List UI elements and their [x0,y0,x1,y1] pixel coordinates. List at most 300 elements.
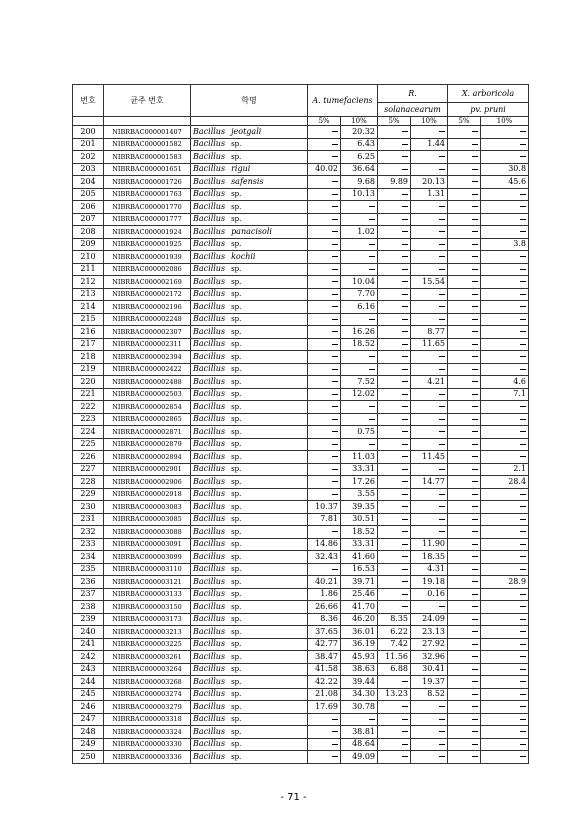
value-cell-empty [481,326,529,339]
value-cell-empty [448,676,481,689]
dash-mark [402,231,408,232]
value-cell-empty [411,438,448,451]
genus: Bacillus [193,289,226,299]
dash-mark [332,381,338,382]
value-cell-empty [411,701,448,714]
value-cell-empty [448,188,481,201]
row-number: 226 [73,451,104,464]
dash-mark [520,519,526,520]
strain-number: NIBRBAC000001726 [104,176,191,189]
value-cell-empty [378,188,411,201]
value-cell-empty [378,738,411,751]
header-conc-5: 5% [448,117,481,126]
value-cell-empty [308,188,341,201]
value-cell-empty [448,751,481,764]
dash-mark [520,531,526,532]
value-cell-empty [448,301,481,314]
value-cell-empty [448,563,481,576]
value-cell-empty [481,288,529,301]
genus: Bacillus [193,739,226,749]
dash-mark [472,656,478,657]
value-cell-empty [341,713,378,726]
species: sp. [231,602,242,611]
value-cell-empty [378,451,411,464]
value-cell-empty [448,288,481,301]
strain-number: NIBRBAC000001651 [104,163,191,176]
value-cell-empty [448,426,481,439]
value-cell-empty [411,426,448,439]
value-cell-empty [378,538,411,551]
genus: Bacillus [193,176,226,186]
scientific-name [191,438,308,451]
row-number: 219 [73,363,104,376]
dash-mark [472,131,478,132]
scientific-name [191,138,308,151]
dash-mark [332,206,338,207]
row-number: 225 [73,438,104,451]
value-cell: 26.66 [308,601,341,614]
table-row [73,713,529,726]
scientific-name [191,426,308,439]
value-cell: 38.47 [308,651,341,664]
header-strain-no: 균주 번호 [104,85,191,117]
value-cell-empty [448,276,481,289]
dash-mark [439,256,445,257]
value-cell-empty [448,501,481,514]
dash-mark [402,594,408,595]
scientific-name [191,626,308,639]
dash-mark [520,406,526,407]
dash-mark [402,131,408,132]
value-cell-empty [481,363,529,376]
value-cell: 14.86 [308,538,341,551]
table-row [73,601,529,614]
value-cell-empty [341,351,378,364]
dash-mark [439,131,445,132]
strain-number: NIBRBAC000003336 [104,751,191,764]
scientific-name [191,476,308,489]
dash-mark [472,219,478,220]
dash-mark [402,444,408,445]
value-cell-empty [378,701,411,714]
scientific-name [191,251,308,264]
genus: Bacillus [193,689,226,699]
species: sp. [231,402,242,411]
row-number: 206 [73,201,104,214]
strain-number: NIBRBAC000002871 [104,426,191,439]
value-cell-empty [481,426,529,439]
value-cell-empty [448,513,481,526]
strain-number: NIBRBAC000002307 [104,326,191,339]
value-cell-empty [448,226,481,239]
dash-mark [520,494,526,495]
value-cell-empty [411,263,448,276]
dash-mark [520,644,526,645]
dash-mark [520,556,526,557]
row-number: 233 [73,538,104,551]
value-cell: 18.52 [341,526,378,539]
value-cell-empty [378,351,411,364]
dash-mark [472,644,478,645]
scientific-name [191,526,308,539]
value-cell: 10.13 [341,188,378,201]
value-cell-empty [341,363,378,376]
dash-mark [369,444,375,445]
dash-mark [402,681,408,682]
row-number: 221 [73,388,104,401]
species: jeotgali [231,126,262,136]
row-number: 210 [73,251,104,264]
value-cell-empty [308,251,341,264]
scientific-name [191,276,308,289]
dash-mark [332,256,338,257]
dash-mark [439,369,445,370]
value-cell-empty [448,201,481,214]
dash-mark [439,756,445,757]
row-number: 236 [73,576,104,589]
dash-mark [369,219,375,220]
value-cell-empty [411,713,448,726]
value-cell-empty [481,613,529,626]
dash-mark [332,244,338,245]
scientific-name [191,613,308,626]
dash-mark [472,281,478,282]
dash-mark [369,419,375,420]
value-cell: 4.21 [411,376,448,389]
scientific-name [191,601,308,614]
species: sp. [231,277,242,286]
header-spacer [191,117,308,126]
value-cell: 24.09 [411,613,448,626]
row-number: 227 [73,463,104,476]
table-row [73,676,529,689]
dash-mark [439,394,445,395]
value-cell-empty [378,238,411,251]
dash-mark [472,556,478,557]
strain-number: NIBRBAC000002906 [104,476,191,489]
value-cell-empty [308,313,341,326]
strain-number: NIBRBAC000002196 [104,301,191,314]
genus: Bacillus [193,139,226,149]
species: sp. [231,627,242,636]
species: panacisoli [231,226,272,236]
value-cell: 25.46 [341,588,378,601]
strain-number: NIBRBAC000003088 [104,526,191,539]
table-row [73,213,529,226]
value-cell-empty [411,151,448,164]
row-number: 231 [73,513,104,526]
species: sp. [231,140,242,149]
page-number: - 71 - [280,792,307,803]
dash-mark [332,469,338,470]
dash-mark [520,694,526,695]
value-cell: 39.71 [341,576,378,589]
value-cell-empty [308,413,341,426]
strain-number: NIBRBAC000001770 [104,201,191,214]
species: sp. [231,740,242,749]
dash-mark [332,306,338,307]
header-pathogen-r-solanacearum-line2 [378,103,448,117]
species: sp. [231,377,242,386]
dash-mark [402,294,408,295]
table-row [73,726,529,739]
dash-mark [369,269,375,270]
genus: Bacillus [193,451,226,461]
header-pathogen-r-solanacearum-line1 [378,85,448,103]
scientific-name [191,463,308,476]
dash-mark [402,344,408,345]
scientific-name [191,238,308,251]
species: sp. [231,702,242,711]
species: sp. [231,540,242,549]
scientific-name [191,213,308,226]
table-row [73,126,529,139]
value-cell-empty [411,488,448,501]
scientific-name [191,726,308,739]
dash-mark [402,606,408,607]
value-cell-empty [308,226,341,239]
species: sp. [231,240,242,249]
value-cell-empty [308,563,341,576]
dash-mark [332,181,338,182]
value-cell-empty [448,251,481,264]
scientific-name [191,313,308,326]
genus: Bacillus [193,214,226,224]
dash-mark [472,194,478,195]
strain-number: NIBRBAC000003324 [104,726,191,739]
scientific-name [191,176,308,189]
row-number: 246 [73,701,104,714]
value-cell: 39.44 [341,676,378,689]
value-cell-empty [481,663,529,676]
species: sp. [231,390,242,399]
strain-number: NIBRBAC000002503 [104,388,191,401]
dash-mark [520,256,526,257]
table-row [73,626,529,639]
dash-mark [439,294,445,295]
table-row [73,538,529,551]
genus: Bacillus [193,576,226,586]
species: sp. [231,352,242,361]
value-cell: 33.31 [341,538,378,551]
value-cell: 0.16 [411,588,448,601]
dash-mark [472,681,478,682]
strain-number: NIBRBAC000002918 [104,488,191,501]
dash-mark [520,131,526,132]
value-cell-empty [341,413,378,426]
dash-mark [332,569,338,570]
value-cell: 19.37 [411,676,448,689]
dash-mark [472,319,478,320]
species: sp. [231,265,242,274]
value-cell-empty [378,163,411,176]
dash-mark [520,306,526,307]
species: sp. [231,152,242,161]
strain-number: NIBRBAC000002422 [104,363,191,376]
value-cell: 7.42 [378,638,411,651]
table-row [73,638,529,651]
value-cell-empty [308,376,341,389]
value-cell-empty [378,201,411,214]
species: sp. [231,415,242,424]
row-number: 223 [73,413,104,426]
scientific-name [191,388,308,401]
scientific-name [191,551,308,564]
row-number: 213 [73,288,104,301]
strain-number: NIBRBAC000002086 [104,263,191,276]
row-number: 209 [73,238,104,251]
genus: Bacillus [193,364,226,374]
value-cell-empty [411,738,448,751]
value-cell: 45.93 [341,651,378,664]
table-row [73,276,529,289]
strain-number: NIBRBAC000003083 [104,501,191,514]
value-cell-empty [378,138,411,151]
pathogen-name: solanacearum [384,104,441,114]
value-cell: 28.4 [481,476,529,489]
value-cell-empty [481,726,529,739]
pathogen-name: A. tumefaciens [312,95,373,105]
value-cell-empty [308,526,341,539]
scientific-name [191,363,308,376]
dash-mark [472,156,478,157]
value-cell-empty [378,463,411,476]
dash-mark [439,419,445,420]
row-number: 207 [73,213,104,226]
table-row [73,463,529,476]
genus: Bacillus [193,701,226,711]
value-cell-empty [308,301,341,314]
genus: Bacillus [193,589,226,599]
value-cell-empty [481,438,529,451]
species: sp. [231,665,242,674]
dash-mark [472,519,478,520]
dash-mark [402,206,408,207]
table-row [73,238,529,251]
table-row [73,451,529,464]
dash-mark [472,719,478,720]
genus: Bacillus [193,439,226,449]
value-cell-empty [448,438,481,451]
value-cell-empty [448,638,481,651]
table-row [73,438,529,451]
dash-mark [472,181,478,182]
strain-number: NIBRBAC000003110 [104,563,191,576]
value-cell-empty [411,126,448,139]
dash-mark [402,419,408,420]
strain-number: NIBRBAC000002894 [104,451,191,464]
value-cell-empty [481,351,529,364]
value-cell-empty [481,501,529,514]
value-cell: 21.08 [308,688,341,701]
dash-mark [520,594,526,595]
dash-mark [332,194,338,195]
value-cell-empty [308,438,341,451]
scientific-name [191,701,308,714]
strain-number: NIBRBAC000001763 [104,188,191,201]
dash-mark [520,656,526,657]
header-conc-10: 10% [411,117,448,126]
value-cell: 38.63 [341,663,378,676]
row-number: 205 [73,188,104,201]
table-row [73,613,529,626]
value-cell-empty [378,301,411,314]
row-number: 212 [73,276,104,289]
value-cell-empty [411,363,448,376]
value-cell-empty [308,263,341,276]
table-row [73,188,529,201]
dash-mark [402,456,408,457]
value-cell: 16.53 [341,563,378,576]
table-row [73,563,529,576]
value-cell-empty [411,463,448,476]
value-cell-empty [411,526,448,539]
strain-number: NIBRBAC000001407 [104,126,191,139]
dash-mark [439,744,445,745]
dash-mark [439,206,445,207]
value-cell: 36.01 [341,626,378,639]
value-cell-empty [448,338,481,351]
dash-mark [402,331,408,332]
value-cell: 33.31 [341,463,378,476]
dash-mark [332,331,338,332]
value-cell-empty [411,751,448,764]
value-cell: 10.37 [308,501,341,514]
table-row [73,163,529,176]
value-cell-empty [308,463,341,476]
value-cell: 11.65 [411,338,448,351]
value-cell-empty [308,238,341,251]
value-cell-empty [308,201,341,214]
table-row [73,751,529,764]
scientific-name [191,563,308,576]
dash-mark [472,606,478,607]
species: sp. [231,577,242,586]
value-cell-empty [448,688,481,701]
table-row [73,251,529,264]
value-cell: 20.13 [411,176,448,189]
dash-mark [472,231,478,232]
row-number: 224 [73,426,104,439]
species: sp. [231,215,242,224]
dash-mark [332,719,338,720]
dash-mark [520,269,526,270]
header-spacer [104,117,191,126]
strain-number: NIBRBAC000003279 [104,701,191,714]
value-cell: 41.60 [341,551,378,564]
value-cell-empty [448,413,481,426]
row-number: 237 [73,588,104,601]
dash-mark [332,494,338,495]
value-cell-empty [448,738,481,751]
genus: Bacillus [193,489,226,499]
value-cell-empty [481,413,529,426]
value-cell: 38.81 [341,726,378,739]
value-cell-empty [411,501,448,514]
species: sp. [231,727,242,736]
dash-mark [369,369,375,370]
value-cell-empty [448,138,481,151]
dash-mark [472,631,478,632]
value-cell: 11.90 [411,538,448,551]
dash-mark [472,744,478,745]
value-cell-empty [481,751,529,764]
value-cell: 6.88 [378,663,411,676]
value-cell: 1.02 [341,226,378,239]
genus: Bacillus [193,464,226,474]
value-cell: 6.22 [378,626,411,639]
value-cell: 39.35 [341,501,378,514]
